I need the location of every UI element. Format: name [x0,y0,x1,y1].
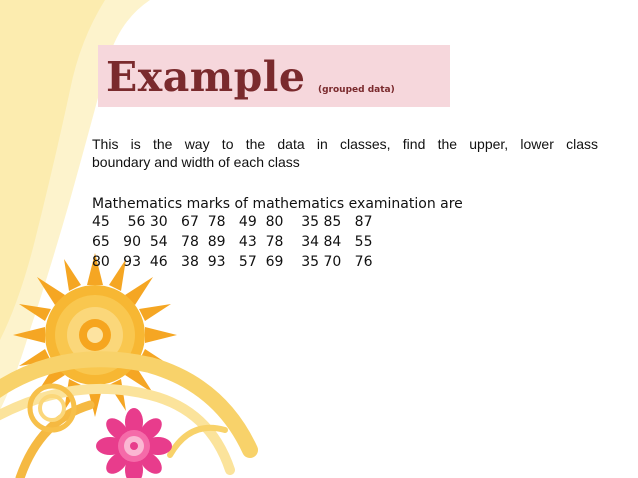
flower-icon [96,408,172,478]
slide-title: Example [106,53,306,101]
intro-line-2: boundary and width of each class [92,154,300,170]
slide-subtitle: (grouped data) [318,85,395,95]
marks-row: 80 93 46 38 93 57 69 35 70 76 [92,254,373,270]
marks-row: 65 90 54 78 89 43 78 34 84 55 [92,234,373,250]
intro-line-1: This is the way to the data in classes, find the upper, lower class [92,136,598,152]
intro-paragraph [92,135,598,171]
marks-row: 45 56 30 67 78 49 80 35 85 87 [92,214,373,230]
marks-heading: Mathematics marks of mathematics examination are [92,196,463,212]
